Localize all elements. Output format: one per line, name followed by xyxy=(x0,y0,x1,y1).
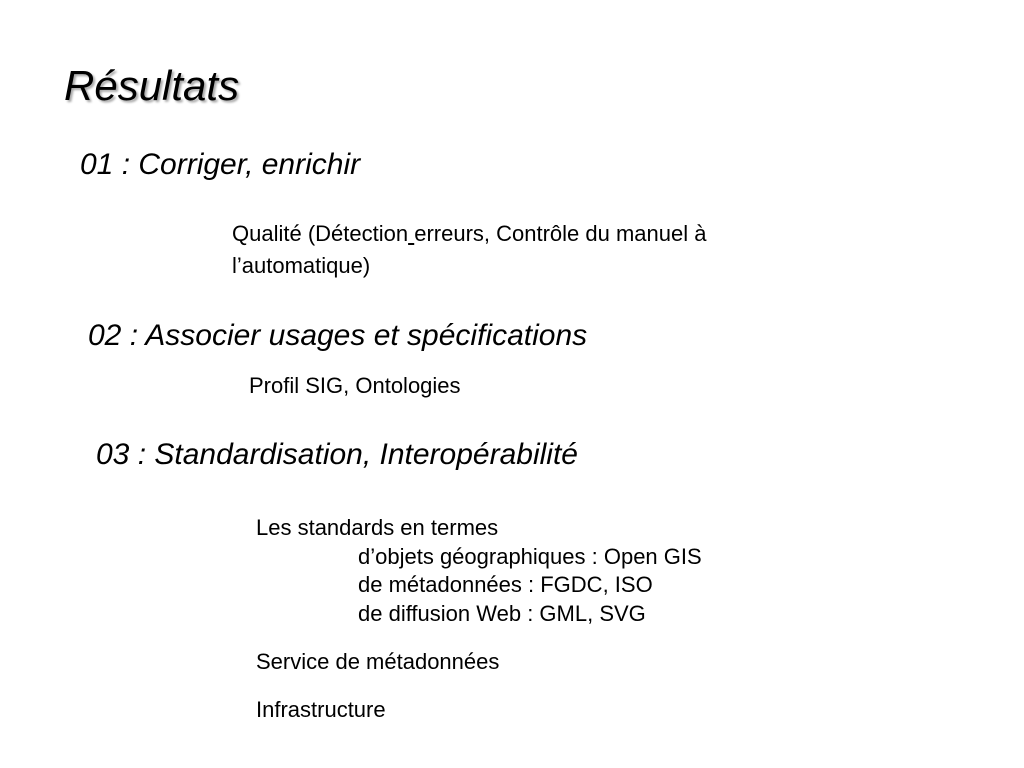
quality-text-a: Qualité (Détection xyxy=(232,221,409,246)
section-03-heading: 03 : Standardisation, Interopérabilité xyxy=(96,438,578,471)
standard-item: de métadonnées : FGDC, ISO xyxy=(358,572,653,597)
standard-item: de diffusion Web : GML, SVG xyxy=(358,601,646,626)
quality-text-c: erreurs, Contrôle du manuel à xyxy=(414,221,707,246)
slide-title: Résultats xyxy=(64,62,240,109)
section-02-detail: Profil SIG, Ontologies xyxy=(249,373,461,398)
section-01-heading: 01 : Corriger, enrichir xyxy=(80,148,361,181)
section-01-quality-line1 xyxy=(232,219,706,248)
section-03-service: Service de métadonnées xyxy=(256,649,500,674)
section-03-standards-intro: Les standards en termes xyxy=(256,515,499,540)
section-02-heading: 02 : Associer usages et spécifications xyxy=(88,319,588,352)
section-03-infrastructure: Infrastructure xyxy=(256,697,386,722)
standard-item: d’objets géographiques : Open GIS xyxy=(358,544,702,569)
section-01-quality-line2: l’automatique) xyxy=(232,253,371,278)
